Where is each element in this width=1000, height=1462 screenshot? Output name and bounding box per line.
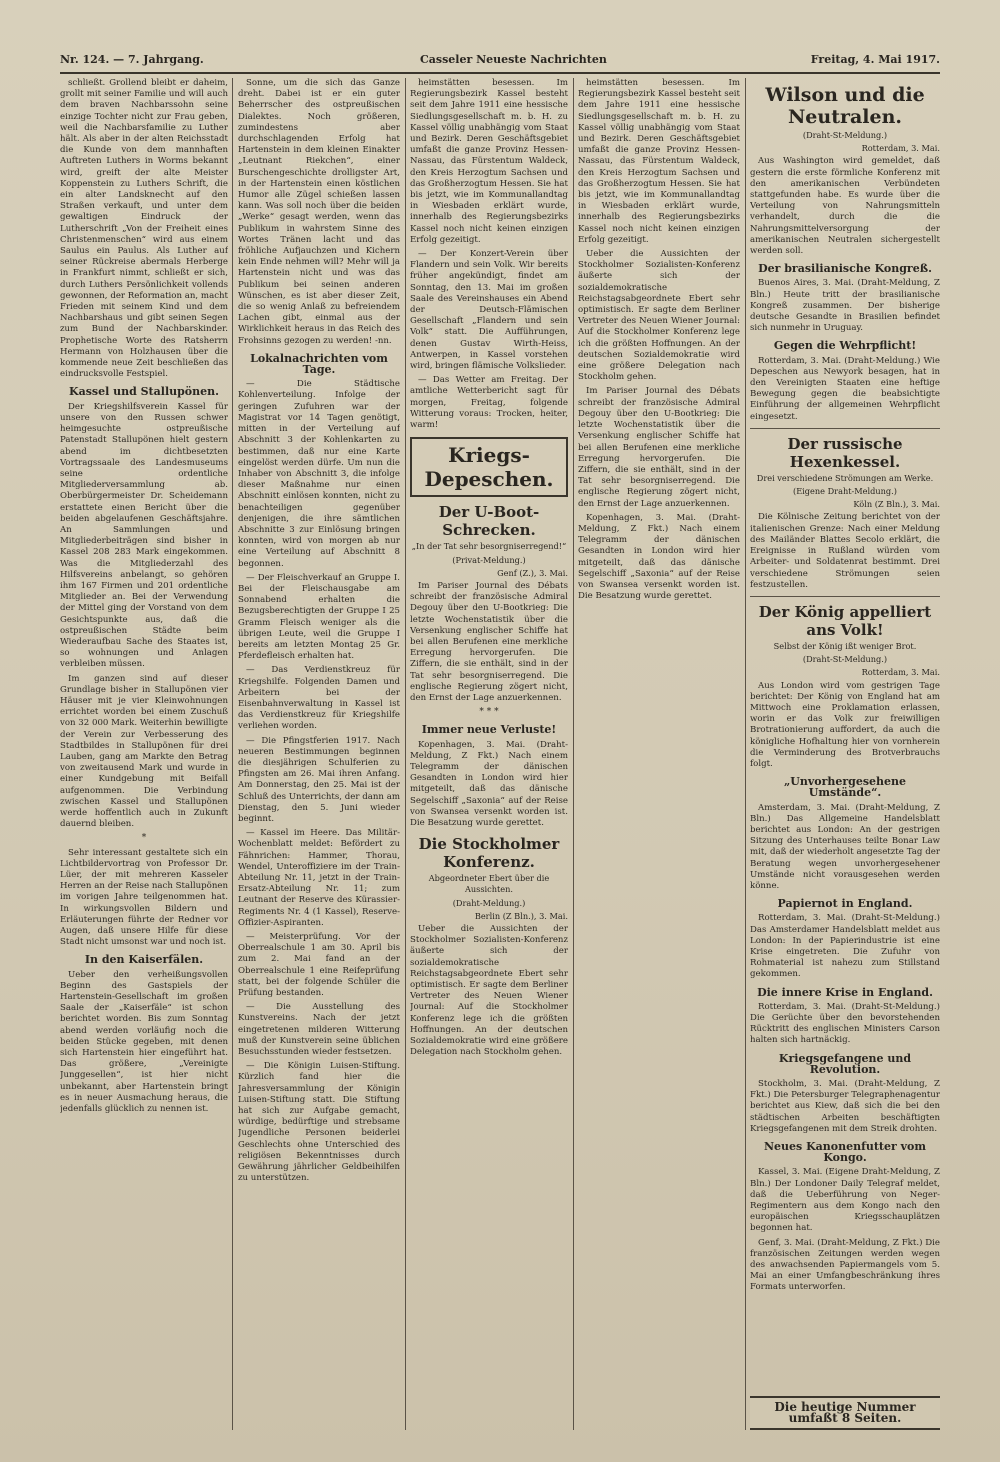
article-text: heimstätten besessen. Im Regierungsbezirk Kassel besteht seit dem Jahre 1911 eine hessische Siedlungsgesellschaft m. b. H. zu Kassel völlig unabhängig vom Staat und Bezirk. Deren Geschäftsgebiet umfaßt die ganze Provinz Hessen-Nassau, das Fürstentum Waldeck, den Kreis Herzogtum Sachsen und das Großherzogtum Hessen. Sie hat bis jetzt, wie im Kommunallandtag in Wiesbaden erklärt wurde, innerhalb des Regierungsbezirks Kassel noch nicht keinen einzigen Erfolg gezeitigt. [410, 78, 568, 245]
article-title: Der König appelliert ans Volk! [758, 602, 932, 639]
article-source: (Draht-St-Meldung.) [802, 654, 888, 665]
article-text: — Das Wetter am Freitag. Der amtliche Wetterbericht sagt für morgen, Freitag, folgende Witterung voraus: Trocken, heiter, warm! [410, 375, 568, 431]
column-5 [750, 78, 940, 1430]
dateline: Rotterdam, 3. Mai. [861, 143, 940, 154]
article-text: schließt. Grollend bleibt er daheim, grollt mit seiner Familie und will auch dem braven Nachbarssohn seine einzige Tochter nicht zur Frau geben, weil die Nachbarsfamilie zu Luther hält. Als aber in der alten Reichsstadt die Kunde von dem mannhaften Auftreten Luthers in Worms bekannt wird, greift der alte Meister Koppenstein zu Luthers Schrift, die ein alter Landsknecht auf den Straßen verkauft, und unter dem gewaltigen Eindruck der Lutherschrift „Von der Freiheit eines Christenmenschen“ wird aus einem Saulus ein Paulus. Als Luther auf seiner Rückreise abermals Herberge in Frankfurt nimmt, schließt er sich, durch Luthers Persönlichkeit vollends gewonnen, der Reformation an, macht Frieden mit seinem Kind und dem Nachbarshaus und gibt seinen Segen zum Bund der Nachbarskinder. Prophetische Worte des Ratsherrn Hermann von Holzhausen über die kommende neue Zeit beschließen das eindrucksvolle Festspiel. [60, 78, 228, 380]
article-text: Rotterdam, 3. Mai. (Draht-St-Meldung.) Die Gerüchte über den bevorstehenden Rücktritt des englischen Ministers Carson halten sich hartnäckig. [750, 1001, 940, 1046]
article-text: Im ganzen sind auf dieser Grundlage bisher in Stallupönen vier Häuser mit je vier Kleinwohnungen errichtet worden bei einem Zuschuß von 32 000 Mark. Weiterhin bewilligte der Verein zur Verbesserung des Stadtbildes in Stallupönen für drei Lauben, gang am Markte den Betrag von zweitausend Mark und wurde in einer Kundgebung mit Beifall aufgenommen. Die Verbindung zwischen Kassel und Stallupönen werde hoffentlich auch in Zukunft dauernd bleiben. [60, 673, 228, 830]
article-title: Gegen die Wehrpflicht! [773, 339, 917, 353]
article-text: — Die Pfingstferien 1917. Nach neueren Bestimmungen beginnen die diesjährigen Schulferien zu Pfingsten am 26. Mai ihren Anfang. Am Donnerstag, den 25. Mai ist der Schluß des Unterrichts, der dann am Dienstag, den 5. Juni wieder beginnt. [238, 735, 400, 824]
article-text: Aus London wird vom gestrigen Tage berichtet: Der König von England hat am Mittwoch eine Proklamation erlassen, worin er das Volk zur freiwilligen Brotrationierung auffordert, da auch die königliche Hofhaltung hier von vornherein die Verminderung des Brotverbrauchs folgt. [750, 680, 940, 769]
article-text: Rotterdam, 3. Mai. (Draht-St-Meldung.) Das Amsterdamer Handelsblatt meldet aus London: In der Papierindustrie ist eine Krise eingetreten. Die Zufuhr von Rohmaterial ist nahezu zum Stillstand gekommen. [750, 913, 940, 980]
article-text: Stockholm, 3. Mai. (Draht-Meldung, Z Fkt.) Die Petersburger Telegraphenagentur berichtet aus Kiew, daß sich die bei den städtischen Arbeiten beschäftigten Kriegsgefangenen mit dem Streik drohten. [750, 1079, 940, 1134]
article-title: Lokalnachrichten vom Tage. [250, 351, 388, 377]
article-text: Die Kölnische Zeitung berichtet von der italienischen Grenze: Nach einer Meldung des Mailänder Blattes Secolo erklärt, die Ereignisse in Rußland würden vom Arbeiter- und Soldatenrat bestimmt. Drei verschiedene Strömungen seien festzustellen. [750, 512, 940, 590]
separator: * * * [479, 707, 499, 718]
issue-number: Nr. 124. — 7. Jahrgang. [60, 53, 204, 66]
dateline: Rotterdam, 3. Mai. [861, 667, 940, 678]
article-text: Ueber die Aussichten der Stockholmer Sozialisten-Konferenz äußerte sich der sozialdemokratische Reichstagsabgeordnete Ebert sehr optimistisch. Er sagte dem Berliner Vertreter des Neuen Wiener Journal: Auf die Stockholmer Konferenz lege ich die größten Hoffnungen. An der deutschen Sozialdemokratie wird eine größere Delegation nach Stockholm gehen. [410, 923, 568, 1058]
article-subtitle: Selbst der König ißt weniger Brot. [773, 640, 917, 651]
article-title: Kriegsgefangene und Revolution. [778, 1051, 912, 1076]
article-source: (Draht-Meldung.) [452, 897, 526, 908]
article-subtitle: Drei verschiedene Strömungen am Werke. [756, 472, 934, 483]
article-text: Aus Washington wird gemeldet, daß gestern die erste förmliche Konferenz mit den amerikanischen Verbündeten stattgefunden habe. Es wurde über die Verteilung von Nahrungsmitteln verhandelt, durch die die Nahrungsmittelversorgung der amerikanischen Neutralen sichergestellt werden soll. [750, 156, 940, 257]
article-source: (Privat-Meldung.) [452, 554, 526, 565]
article-source: (Draht-St-Meldung.) [802, 130, 888, 140]
article-title: Papiernot in England. [777, 897, 913, 911]
article-title: Immer neue Verluste! [421, 723, 557, 737]
article-text: Rotterdam, 3. Mai. (Draht-Meldung.) Wie Depeschen aus Newyork besagen, hat in den Vereinigten Staaten eine heftige Bewegung gegen die beabsichtigte Einführung der allgemeinen Wehrpflicht eingesetzt. [750, 355, 940, 422]
article-text: — Kassel im Heere. Das Militär-Wochenblatt meldet: Befördert zu Fähnrichen: Hammer, Thorau, Wendel, Unteroffiziere im der Train-Abteilung Nr. 11, jetzt in der Train-Ersatz-Abteilung Nr. 11; zum Leutnant der Reserve des Kürassier-Regiments Nr. 4 (1 Kassel), Reserve-Offizier-Aspiranten. [238, 828, 400, 928]
article-text: Ueber die Aussichten der Stockholmer Sozialisten-Konferenz äußerte sich der sozialdemokratische Reichstagsabgeordnete Ebert sehr optimistisch. Er sagte dem Berliner Vertreter des Neuen Wiener Journal: Auf die Stockholmer Konferenz lege ich die größten Hoffnungen. An der deutschen Sozialdemokratie wird eine größere Delegation nach Stockholm gehen. [578, 249, 740, 383]
column-rule [405, 78, 406, 1430]
section-banner: Kriegs-Depeschen. [410, 437, 568, 497]
article-text: — Die Städtische Kohlenverteilung. Infolge der geringen Zufuhren war der Magistrat vor 14 Tagen genötigt, mitten in der Verteilung auf Abschnitt 3 der Kohlenkarten zu bestimmen, daß nur eine Karte eingelöst werden dürfe. Um nun die Inhaber von Abschnitt 3, die infolge dieser Maßnahme nur einen Abschnitt einlösen konnten, nicht zu benachteiligen gegenüber denjenigen, die ihre sämtlichen Abschnitte 3 zur Einlösung bringen konnten, wird von morgen ab nur eine Verteilung auf Abschnitt 8 begonnen. [238, 379, 400, 569]
column-1 [60, 78, 228, 1430]
divider [750, 596, 940, 597]
article-title: Die Stockholmer Konferenz. [418, 835, 560, 872]
article-text: Sehr interessant gestaltete sich ein Lichtbildervortrag von Professor Dr. Lüer, der mit mehreren Kasseler Herren an der Reise nach Stallupönen im vorigen Jahre teilgenommen hat. In wirkungsvollen Bildern und Erläuterungen führte der Redner vor Augen, daß unsere Hilfe für diese Stadt nicht umsonst war und noch ist. [60, 847, 228, 948]
article-title: Die innere Krise in England. [757, 985, 933, 999]
article-text: Kopenhagen, 3. Mai. (Draht-Meldung, Z Fkt.) Nach einem Telegramm der dänischen Gesandten in London wird hier mitgeteilt, daß das dänische Segelschiff „Saxonia“ auf der Reise von Swansea versenkt worden ist. Die Besatzung wurde gerettet. [410, 739, 568, 828]
dateline: Berlin (Z Bln.), 3. Mai. [474, 910, 568, 921]
article-title: Kassel und Stallupönen. [69, 385, 219, 399]
column-rule [573, 78, 574, 1430]
page-count-notice: Die heutige Nummer umfaßt 8 Seiten. [750, 1396, 940, 1430]
column-2 [238, 78, 400, 1430]
article-subtitle: Abgeordneter Ebert über die Aussichten. [428, 873, 550, 895]
article-text: Ueber den verheißungsvollen Beginn des Gastspiels der Hartenstein-Gesellschaft im großen Saale der „Kaiserfäle“ ist schon berichtet worden. Bis zum Sonntag abend werden vorläufig noch die beiden Stücke gegeben, mit denen sich Hartenstein hier eingeführt hat. Das größere, „Vereinigte Junggesellen“, ist hier nicht unbekannt, aber Hartenstein bringt es in neuer Ausmachung heraus, die jedenfalls glücklich zu nennen ist. [60, 969, 228, 1115]
article-title: In den Kaiserfälen. [84, 953, 204, 967]
column-3 [410, 78, 568, 1430]
newspaper-name: Casseler Neueste Nachrichten [420, 53, 607, 66]
article-title: Der russische Hexenkessel. [787, 434, 903, 471]
article-text: — Die Königin Luisen-Stiftung. Kürzlich fand hier die Jahresversammlung der Königin Luisen-Stiftung statt. Die Stiftung hat sich zur Aufgabe gemacht, würdige, bedürftige und strebsame Jugendliche Personen beiderlei Geschlechts ohne Unterschied des religiösen Bekenntnisses durch Gewährung jährlicher Geldbeihilfen zu unterstützen. [238, 1061, 400, 1184]
divider [750, 428, 940, 429]
article-title: Wilson und die Neutralen. [765, 84, 925, 128]
article-text: heimstätten besessen. Im Regierungsbezirk Kassel besteht seit dem Jahre 1911 eine hessische Siedlungsgesellschaft m. b. H. zu Kassel völlig unabhängig vom Staat und Bezirk. Deren Geschäftsgebiet umfaßt die ganze Provinz Hessen-Nassau, das Fürstentum Waldeck, den Kreis Herzogtum Sachsen und das Großherzogtum Hessen. Sie hat bis jetzt, wie im Kommunallandtag in Wiesbaden erklärt wurde, innerhalb des Regierungsbezirks Kassel noch nicht keinen einzigen Erfolg gezeitigt. [578, 78, 740, 245]
article-text: Genf, 3. Mai. (Draht-Meldung, Z Fkt.) Die französischen Zeitungen werden wegen des anwachsenden Papiermangels vom 5. Mai an einer Umfangbeschränkung ihres Formats unterworfen. [750, 1237, 940, 1293]
article-text: Buenos Aires, 3. Mai. (Draht-Meldung, Z Bln.) Heute tritt der brasilianische Kongreß zusammen. Der bisherige deutsche Gesandte in Brasilien befindet sich nunmehr in Uruguay. [750, 278, 940, 334]
article-title: Der brasilianische Kongreß. [758, 262, 932, 276]
article-text: Amsterdam, 3. Mai. (Draht-Meldung, Z Bln.) Das Allgemeine Handelsblatt berichtet aus London: An der gestrigen Sitzung des Unterhauses teilte Bonar Law mit, daß der wiederholt angesetzte Tag der Beratung wegen unvorhergesehener Umstände nicht vorausgesehen werden könne. [750, 802, 940, 891]
article-text: — Der Konzert-Verein über Flandern und sein Volk. Wir bereits früher angekündigt, findet am Sonntag, den 13. Mai im großen Saale des Vereinshauses ein Abend der Deutsch-Flämischen Gesellschaft „Flandern und sein Volk“ statt. Die Aufführungen, denen Gustav Wirth-Heiss, Antwerpen, in Kassel vorstehen wird, bringen flämische Volkslieder. [410, 249, 568, 372]
article-text: — Meisterprüfung. Vor der Oberrealschule 1 am 30. April bis zum 2. Mai fand an der Oberrealschule 1 eine Reifeprüfung statt, bei der folgende Schüler die Prüfung bestanden. [238, 932, 400, 999]
columns [60, 78, 940, 1430]
article-text: Sonne, um die sich das Ganze dreht. Dabei ist er ein guter Beherrscher des ostpreußischen Dialektes. Noch größeren, zumindestens aber durchschlagenden Erfolg hat Hartenstein in dem kleinen Einakter „Leutnant Riekchen“, einer Burschengeschichte drolligster Art, in der Hartenstein einen köstlichen Humor alle Zügel schießen lassen kann. Was soll noch über die beiden „Werke“ gesagt werden, wenn das Publikum in wahrstem Sinne des Wortes Tränen lacht und das fröhliche Aufjauchzen und Kichern kein Ende nehmen will? Mehr will ja Hartenstein nicht und was das Publikum bei seinen anderen Wünschen, es ist aber dieser Zeit, die so wenig Anlaß zu befreiendem Lachen gibt, einmal aus der Wirklichkeit heraus in das Reich des Frohsinns gezogen zu werden! -nn. [238, 78, 400, 346]
article-text: Kassel, 3. Mai. (Eigene Draht-Meldung, Z Bln.) Der Londoner Daily Telegraf meldet, daß die Ueberführung von Neger-Regimentern aus dem Kongo nach den europäischen Kriegsschauplätzen begonnen hat. [750, 1167, 940, 1234]
article-title: Neues Kanonenfutter vom Kongo. [764, 1140, 926, 1165]
issue-date: Freitag, 4. Mai 1917. [810, 53, 940, 66]
article-text: — Das Verdienstkreuz für Kriegshilfe. Folgenden Damen und Arbeitern bei der Eisenbahnverwaltung in Kassel ist das Verdienstkreuz für Kriegshilfe verliehen worden. [238, 665, 400, 732]
article-text: — Die Ausstellung des Kunstvereins. Nach der jetzt eingetretenen milderen Witterung muß der Kunstverein seine üblichen Besuchsstunden wieder festsetzen. [238, 1002, 400, 1058]
column-4 [578, 78, 740, 1430]
article-title: „Unvorhergesehene Umstände“. [783, 775, 907, 800]
article-text: Kopenhagen, 3. Mai. (Draht-Meldung, Z Fkt.) Nach einem Telegramm der dänischen Gesandten in London wird hier mitgeteilt, daß das dänische Segelschiff „Saxonia“ auf der Reise von Swansea versenkt worden ist. Die Besatzung wurde gerettet. [578, 512, 740, 602]
article-subtitle: „In der Tat sehr besorgniserregend!“ [411, 541, 567, 552]
article-text: Im Pariser Journal des Débats schreibt der französische Admiral Degouy über den U-Bootkrieg: Die letzte Wochenstatistik über die Versenkung englischer Schiffe hat bei allen Berufenen eine merkliche Erregung hervorgerufen. Die Ziffern, die sie enthält, sind in der Tat sehr besorgniserregend. Die englische Regierung zögert nicht, den Ernst der Lage anzuerkennen. [410, 580, 568, 703]
article-title: Der U-Boot-Schrecken. [438, 503, 540, 540]
page-header [60, 50, 940, 74]
dateline: Köln (Z Bln.), 3. Mai. [853, 499, 940, 510]
column-rule [232, 78, 233, 1430]
column-rule [745, 78, 746, 1430]
separator: * [141, 833, 147, 844]
article-text: Der Kriegshilfsverein Kassel für unsere von den Russen schwer heimgesuchte ostpreußische Patenstadt Stallupönen hielt gestern abend im dichtbesetzten Vortragssaale des Landesmuseums seine ordentliche Mitgliederversammlung ab. Oberbürgermeister Dr. Scheidemann erstattete einen Bericht über die beiden abgelaufenen Geschäftsjahre. An Sammlungen und Mitgliederbeiträgen sind bisher in Kassel 208 283 Mark eingekommen. Was die Mitgliederzahl des Hilfsvereins anbelangt, so gehören ihm 167 Firmen und 201 ordentliche Mitglieder an. Bei der Verwendung der Mittel ging der Vorstand von dem Gesichtspunkte aus, daß die ostpreußischen Städte beim Wiederaufbau Sache des Staates ist, so wohnungen und Anlagen verbleiben müssen. [60, 401, 228, 670]
article-text: — Der Fleischverkauf an Gruppe I. Bei der Fleischausgabe am Sonnabend erhalten die Bezugsberechtigten der Gruppe I 25 Gramm Fleisch weniger als die übrigen Leute, weil die Gruppe I bereits am letzten Montag 25 Gr. Pferdefleisch erhalten hat. [238, 572, 400, 662]
dateline: Genf (Z.), 3. Mai. [497, 567, 568, 578]
article-source: (Eigene Draht-Meldung.) [793, 486, 897, 497]
article-text: Im Pariser Journal des Débats schreibt der französische Admiral Degouy über den U-Bootkrieg: Die letzte Wochenstatistik über die Versenkung englischer Schiffe hat bei allen Berufenen eine merkliche Erregung hervorgerufen. Die Ziffern, die sie enthält, sind in der Tat sehr besorgniserregend. Die englische Regierung zögert nicht, den Ernst der Lage anzuerkennen. [578, 386, 740, 509]
